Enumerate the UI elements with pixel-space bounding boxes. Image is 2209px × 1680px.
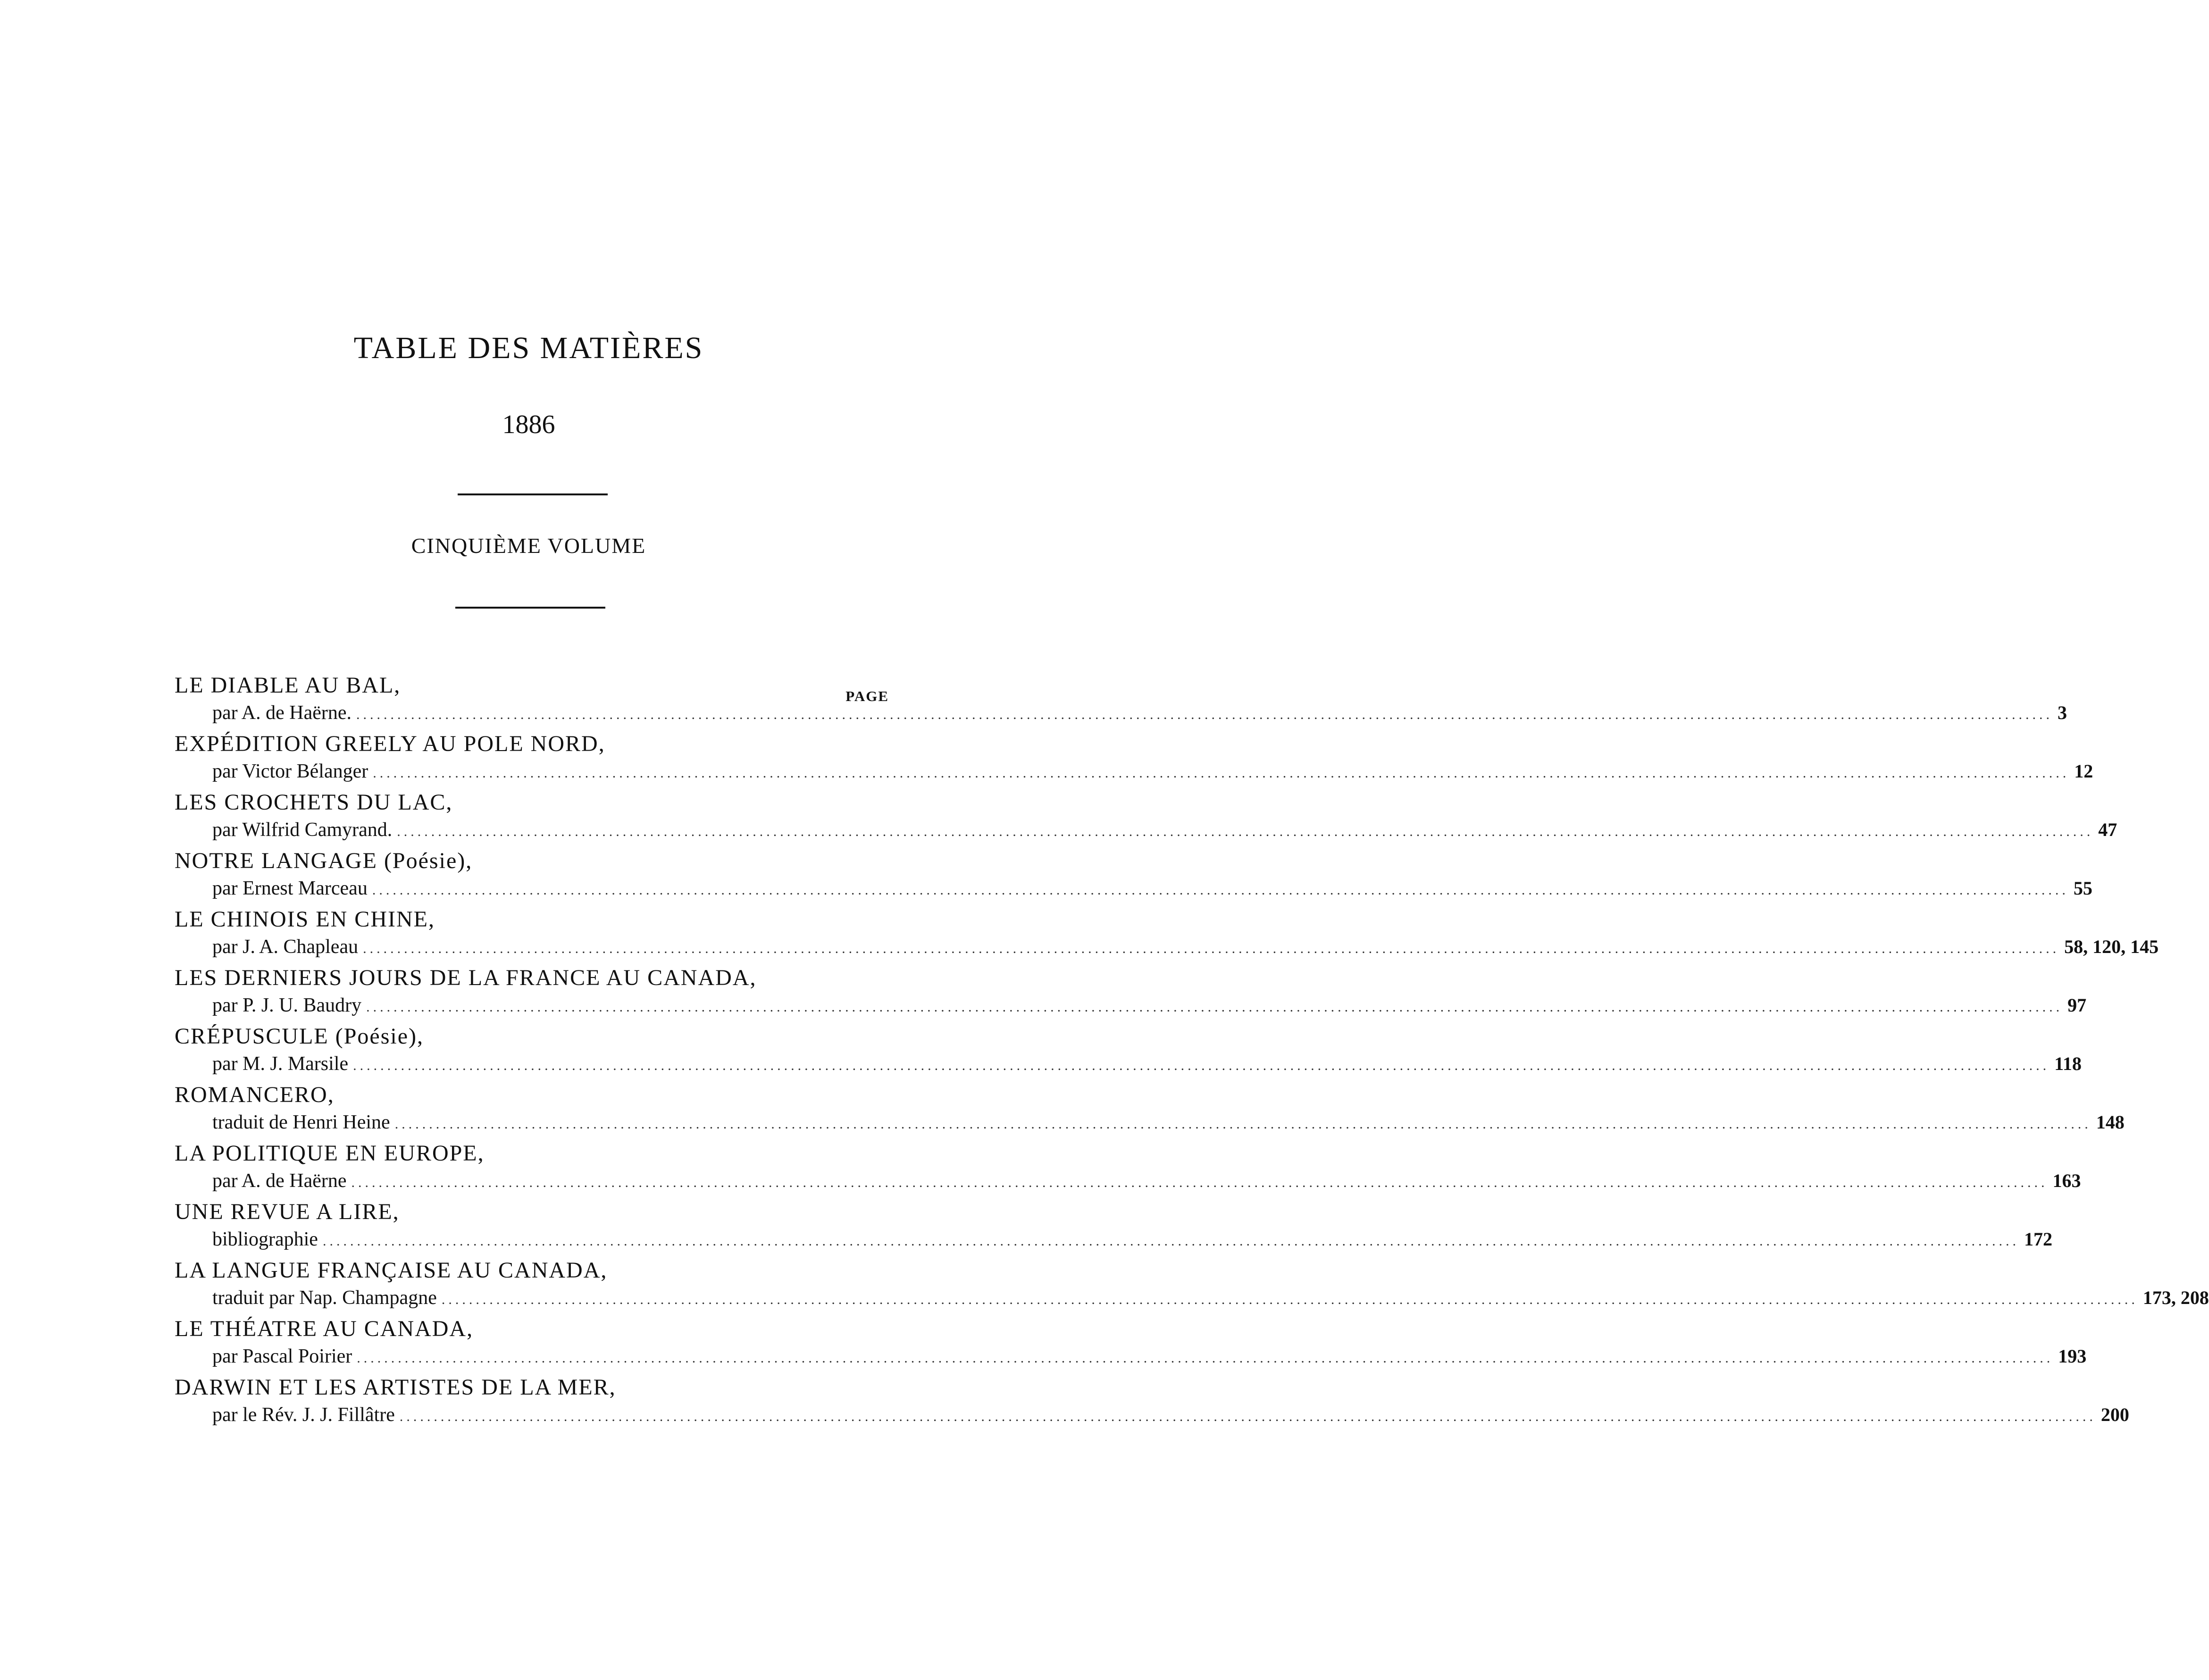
entry-title: UNE REVUE A LIRE, [175, 1199, 400, 1224]
toc-entry [175, 1316, 2087, 1374]
entry-title: LE CHINOIS EN CHINE, [175, 907, 435, 932]
entry-author: traduit par Nap. Champagne [212, 1287, 437, 1309]
entry-author: par Wilfrid Camyrand. [212, 819, 393, 841]
entry-author: par M. J. Marsile [212, 1053, 349, 1075]
dot-leader: ........................................................................................................................................................................................................................................................ [356, 707, 2053, 722]
dot-leader: ........................................................................................................................................................................................................................................................ [363, 941, 2060, 956]
toc-entry [175, 965, 2087, 1023]
toc-entry [175, 1374, 2129, 1433]
dot-leader: ........................................................................................................................................................................................................................................................ [322, 1233, 2019, 1249]
entry-title: LES CROCHETS DU LAC, [175, 790, 453, 815]
dot-leader: ........................................................................................................................................................................................................................................................ [441, 1292, 2138, 1307]
entry-page-number: 97 [2067, 995, 2087, 1016]
entry-title: EXPÉDITION GREELY AU POLE NORD, [175, 731, 605, 756]
entry-author: par A. de Haërne [212, 1170, 347, 1192]
toc-entry [175, 672, 2067, 731]
toc-entry [175, 1023, 2082, 1082]
divider-rule [455, 607, 605, 609]
entry-line [212, 936, 2159, 962]
entry-page-number: 148 [2096, 1112, 2125, 1133]
entry-page-number: 172 [2024, 1229, 2052, 1250]
entry-line [212, 994, 2087, 1020]
entry-line [212, 1287, 2209, 1313]
year: 1886 [502, 410, 555, 439]
entry-page-number: 58, 120, 145 [2064, 936, 2159, 957]
entry-author: par Victor Bélanger [212, 761, 368, 782]
entry-line [212, 1111, 2125, 1137]
entry-line [212, 1053, 2082, 1079]
entry-title: LE DIABLE AU BAL, [175, 673, 401, 698]
entry-author: par Ernest Marceau [212, 878, 368, 899]
entry-page-number: 47 [2098, 819, 2117, 840]
toc-entry [175, 789, 2117, 848]
entry-line [212, 819, 2117, 845]
entry-title: LE THÉATRE AU CANADA, [175, 1316, 474, 1341]
entry-author: par P. J. U. Baudry [212, 995, 362, 1016]
entry-page-number: 55 [2073, 878, 2092, 899]
entry-author: par J. A. Chapleau [212, 936, 359, 958]
entry-title: DARWIN ET LES ARTISTES DE LA MER, [175, 1375, 616, 1400]
dot-leader: ........................................................................................................................................................................................................................................................ [366, 999, 2063, 1015]
entry-title: NOTRE LANGAGE (Poésie), [175, 848, 473, 873]
entry-page-number: 200 [2100, 1404, 2129, 1425]
toc-entry [175, 1140, 2081, 1199]
entry-title: LA POLITIQUE EN EUROPE, [175, 1141, 485, 1166]
entry-author: par Pascal Poirier [212, 1346, 352, 1367]
page-column-heading: PAGE [845, 688, 889, 704]
entry-line [212, 1345, 2087, 1371]
entry-title: CRÉPUSCULE (Poésie), [175, 1024, 424, 1049]
entry-page-number: 193 [2058, 1346, 2087, 1367]
dot-leader: ........................................................................................................................................................................................................................................................ [353, 1058, 2050, 1073]
entry-author: par le Rév. J. J. Fillâtre [212, 1404, 395, 1426]
entry-title: ROMANCERO, [175, 1082, 335, 1107]
entry-title: LES DERNIERS JOURS DE LA FRANCE AU CANADA, [175, 965, 757, 990]
toc-entry [175, 906, 2159, 965]
entry-line [212, 1404, 2129, 1430]
toc-entry [175, 1199, 2052, 1257]
dot-leader: ........................................................................................................................................................................................................................................................ [394, 1116, 2092, 1132]
divider-rule [458, 493, 608, 495]
toc-entry [175, 1082, 2125, 1140]
entry-author: traduit de Henri Heine [212, 1112, 390, 1133]
dot-leader: ........................................................................................................................................................................................................................................................ [372, 882, 2069, 898]
entry-line [212, 760, 2093, 786]
dot-leader: ........................................................................................................................................................................................................................................................ [397, 824, 2094, 839]
toc-entry [175, 1257, 2209, 1316]
entry-page-number: 118 [2054, 1053, 2082, 1074]
entry-page-number: 163 [2052, 1170, 2081, 1191]
entry-line [212, 877, 2092, 903]
dot-leader: ........................................................................................................................................................................................................................................................ [357, 1350, 2054, 1366]
toc-entry [175, 848, 2092, 906]
entry-title: LA LANGUE FRANÇAISE AU CANADA, [175, 1258, 608, 1283]
toc-entry [175, 731, 2093, 789]
volume-heading: CINQUIÈME VOLUME [411, 534, 646, 558]
entry-author: par A. de Haërne. [212, 702, 352, 724]
dot-leader: ........................................................................................................................................................................................................................................................ [373, 765, 2070, 781]
entry-line [212, 1170, 2081, 1196]
entry-page-number: 173, 208 [2142, 1287, 2209, 1308]
entry-line [212, 1228, 2052, 1254]
entry-author: bibliographie [212, 1229, 318, 1250]
entry-line [212, 702, 2067, 728]
entry-page-number: 3 [2058, 702, 2067, 723]
entry-page-number: 12 [2074, 761, 2093, 782]
dot-leader: ........................................................................................................................................................................................................................................................ [399, 1409, 2096, 1424]
dot-leader: ........................................................................................................................................................................................................................................................ [351, 1175, 2048, 1190]
page-title: TABLE DES MATIÈRES [353, 331, 704, 365]
table-of-contents [175, 672, 2209, 1433]
